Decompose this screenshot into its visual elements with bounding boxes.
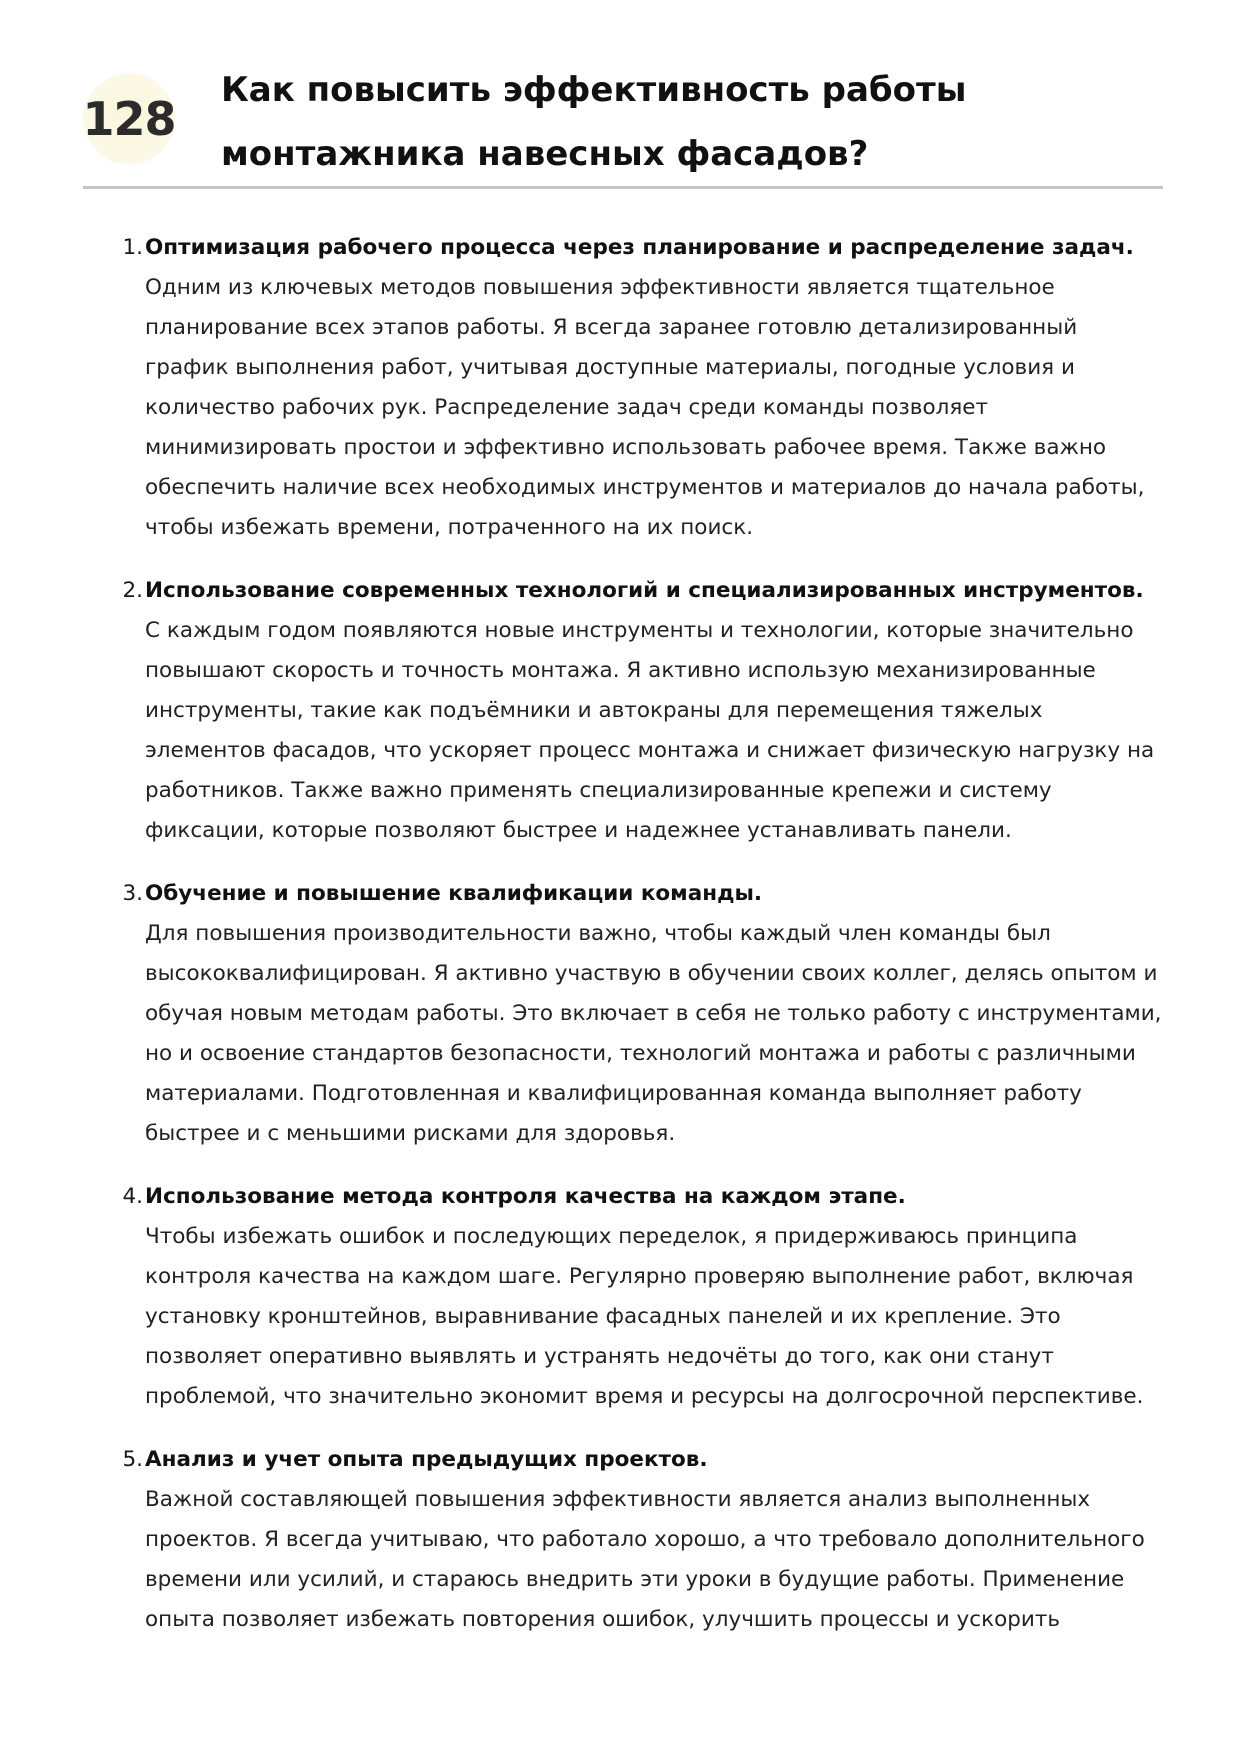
page-number-badge: 128 bbox=[83, 73, 175, 165]
list-item bbox=[122, 1177, 1165, 1417]
list-item-number: 2. bbox=[122, 578, 143, 603]
list-item-number: 4. bbox=[122, 1184, 143, 1209]
list-item-body: Одним из ключевых методов повышения эффективности является тщательное планирование всех этапов работы. Я всегда заранее готовлю детализированный график выполнения работ, учитывая доступные материалы, погодные условия и количество рабочих рук. Распределение задач среди команды позволяет минимизировать простои и эффективно использовать рабочее время. Также важно обеспечить наличие всех необходимых инструментов и материалов до начала работы, чтобы избежать времени, потраченного на их поиск. bbox=[145, 275, 1145, 540]
header-divider bbox=[83, 186, 1163, 189]
list-item-number: 1. bbox=[122, 235, 143, 260]
list-item bbox=[122, 571, 1165, 851]
list-item-number: 5. bbox=[122, 1447, 143, 1472]
list-item-heading: Оптимизация рабочего процесса через планирование и распределение задач. bbox=[145, 235, 1134, 260]
list-item bbox=[122, 228, 1165, 548]
list-item-heading: Анализ и учет опыта предыдущих проектов. bbox=[145, 1447, 708, 1472]
list-item-body: Важной составляющей повышения эффективности является анализ выполненных проектов. Я всегда учитываю, что работало хорошо, а что требовало дополнительного времени или усилий, и стараюсь внедрить эти уроки в будущие работы. Применение опыта позволяет избежать повторения ошибок, улучшить процессы и ускорить bbox=[145, 1487, 1145, 1632]
list-item-number: 3. bbox=[122, 881, 143, 906]
list-item bbox=[122, 874, 1165, 1154]
page-title: Как повысить эффективность работы монтажника навесных фасадов? bbox=[221, 70, 967, 174]
list-item-body: Чтобы избежать ошибок и последующих переделок, я придерживаюсь принципа контроля качества на каждом шаге. Регулярно проверяю выполнение работ, включая установку кронштейнов, выравнивание фасадных панелей и их крепление. Это позволяет оперативно выявлять и устранять недочёты до того, как они станут проблемой, что значительно экономит время и ресурсы на долгосрочной перспективе. bbox=[145, 1224, 1144, 1409]
list-item-body: С каждым годом появляются новые инструменты и технологии, которые значительно повышают скорость и точность монтажа. Я активно использую механизированные инструменты, такие как подъёмники и автокраны для перемещения тяжелых элементов фасадов, что ускоряет процесс монтажа и снижает физическую нагрузку на работников. Также важно применять специализированные крепежи и систему фиксации, которые позволяют быстрее и надежнее устанавливать панели. bbox=[145, 618, 1155, 843]
list-item bbox=[122, 1440, 1165, 1640]
list-item-body: Для повышения производительности важно, чтобы каждый член команды был высококвалифицирован. Я активно участвую в обучении своих коллег, делясь опытом и обучая новым методам работы. Это включает в себя не только работу с инструментами, но и освоение стандартов безопасности, технологий монтажа и работы с различными материалами. Подготовленная и квалифицированная команда выполняет работу быстрее и с меньшими рисками для здоровья. bbox=[145, 921, 1162, 1146]
list-item-heading: Использование современных технологий и специализированных инструментов. bbox=[145, 578, 1144, 603]
list-item-heading: Использование метода контроля качества на каждом этапе. bbox=[145, 1184, 906, 1209]
page-header bbox=[83, 58, 1163, 188]
numbered-list bbox=[0, 228, 1239, 1663]
list-item-heading: Обучение и повышение квалификации команды. bbox=[145, 881, 763, 906]
